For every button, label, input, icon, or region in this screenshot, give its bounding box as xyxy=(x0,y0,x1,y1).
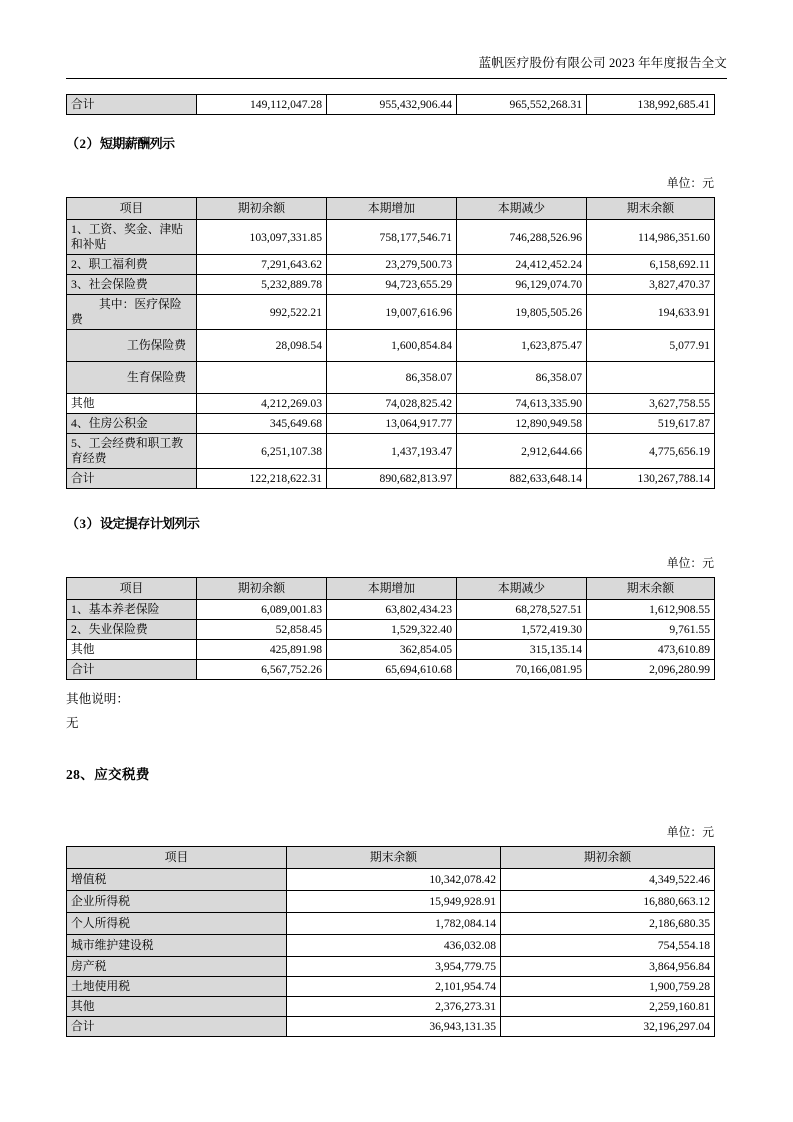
table-row xyxy=(67,95,715,115)
cell-value: 13,064,917.77 xyxy=(327,414,457,434)
cell-value: 955,432,906.44 xyxy=(327,95,457,115)
cell-value: 2,186,680.35 xyxy=(501,913,715,935)
table-row xyxy=(67,977,715,997)
table-row xyxy=(67,414,715,434)
cell-value: 315,135.14 xyxy=(457,640,587,660)
cell-value: 1,612,908.55 xyxy=(587,600,715,620)
cell-value: 103,097,331.85 xyxy=(197,220,327,255)
table-row xyxy=(67,362,715,394)
cell-value: 63,802,434.23 xyxy=(327,600,457,620)
table-header-row xyxy=(67,578,715,600)
cell-value: 114,986,351.60 xyxy=(587,220,715,255)
row-label: 合计 xyxy=(67,660,197,680)
cell-value: 345,649.68 xyxy=(197,414,327,434)
table-row xyxy=(67,957,715,977)
table-row xyxy=(67,295,715,330)
row-label: 土地使用税 xyxy=(67,977,287,997)
cell-value: 3,627,758.55 xyxy=(587,394,715,414)
cell-value: 23,279,500.73 xyxy=(327,255,457,275)
column-header-item: 项目 xyxy=(67,847,287,869)
cell-value: 882,633,648.14 xyxy=(457,469,587,489)
cell-value: 15,949,928.91 xyxy=(287,891,501,913)
row-label: 2、失业保险费 xyxy=(67,620,197,640)
table-row xyxy=(67,469,715,489)
cell-value: 96,129,074.70 xyxy=(457,275,587,295)
table-row xyxy=(67,620,715,640)
column-header-closing: 期末余额 xyxy=(587,198,715,220)
column-header-increase: 本期增加 xyxy=(327,198,457,220)
cell-value: 5,232,889.78 xyxy=(197,275,327,295)
cell-value: 6,251,107.38 xyxy=(197,434,327,469)
cell-value: 2,259,160.81 xyxy=(501,997,715,1017)
row-label: 2、职工福利费 xyxy=(67,255,197,275)
cell-value: 746,288,526.96 xyxy=(457,220,587,255)
cell-value: 436,032.08 xyxy=(287,935,501,957)
cell-value: 130,267,788.14 xyxy=(587,469,715,489)
section-2-heading xyxy=(66,135,714,153)
cell-value: 1,529,322.40 xyxy=(327,620,457,640)
cell-value: 6,158,692.11 xyxy=(587,255,715,275)
cell-value: 7,291,643.62 xyxy=(197,255,327,275)
table-row xyxy=(67,869,715,891)
cell-value: 2,096,280.99 xyxy=(587,660,715,680)
table-row xyxy=(67,660,715,680)
cell-value: 992,522.21 xyxy=(197,295,327,330)
cell-value: 74,028,825.42 xyxy=(327,394,457,414)
row-label: 房产税 xyxy=(67,957,287,977)
section-3-number: （3） xyxy=(66,516,101,531)
table-row xyxy=(67,891,715,913)
column-header-closing: 期末余额 xyxy=(587,578,715,600)
row-label: 其他 xyxy=(67,640,197,660)
cell-value: 68,278,527.51 xyxy=(457,600,587,620)
cell-value: 28,098.54 xyxy=(197,330,327,362)
row-label: 3、社会保险费 xyxy=(67,275,197,295)
cell-value: 19,805,505.26 xyxy=(457,295,587,330)
cell-value: 65,694,610.68 xyxy=(327,660,457,680)
cell-value: 94,723,655.29 xyxy=(327,275,457,295)
cell-value: 9,761.55 xyxy=(587,620,715,640)
continued-table xyxy=(66,94,715,115)
cell-value: 4,349,522.46 xyxy=(501,869,715,891)
table-row xyxy=(67,600,715,620)
row-label: 其中：医疗保险费 xyxy=(67,295,197,330)
cell-value: 6,567,752.26 xyxy=(197,660,327,680)
row-label: 5、工会经费和职工教育经费 xyxy=(67,434,197,469)
row-label: 合计 xyxy=(67,469,197,489)
cell-value: 24,412,452.24 xyxy=(457,255,587,275)
row-label: 1、工资、奖金、津贴和补贴 xyxy=(67,220,197,255)
cell-value: 2,912,644.66 xyxy=(457,434,587,469)
cell-value: 194,633.91 xyxy=(587,295,715,330)
header-divider xyxy=(66,78,727,79)
table-row xyxy=(67,330,715,362)
table-row xyxy=(67,275,715,295)
cell-value: 1,900,759.28 xyxy=(501,977,715,997)
cell-value: 6,089,001.83 xyxy=(197,600,327,620)
cell-value: 754,554.18 xyxy=(501,935,715,957)
document-content xyxy=(66,94,714,1037)
cell-value: 2,101,954.74 xyxy=(287,977,501,997)
row-label: 生育保险费 xyxy=(67,362,197,394)
other-note-label: 其他说明： xyxy=(66,692,129,706)
taxes-payable-table xyxy=(66,846,715,1037)
cell-value: 70,166,081.95 xyxy=(457,660,587,680)
cell-value: 122,218,622.31 xyxy=(197,469,327,489)
section-3-heading xyxy=(66,515,714,533)
cell-value: 473,610.89 xyxy=(587,640,715,660)
cell-value: 890,682,813.97 xyxy=(327,469,457,489)
row-label: 1、基本养老保险 xyxy=(67,600,197,620)
cell-value: 519,617.87 xyxy=(587,414,715,434)
section-3-unit: 单位：元 xyxy=(666,556,714,570)
section-2-unit: 单位：元 xyxy=(666,176,714,190)
column-header-closing: 期末余额 xyxy=(287,847,501,869)
table-row xyxy=(67,997,715,1017)
row-label: 合计 xyxy=(67,95,197,115)
cell-value: 362,854.05 xyxy=(327,640,457,660)
cell-value: 19,007,616.96 xyxy=(327,295,457,330)
table-row xyxy=(67,220,715,255)
row-label: 其他 xyxy=(67,997,287,1017)
cell-value: 86,358.07 xyxy=(327,362,457,394)
cell-value xyxy=(587,362,715,394)
cell-value: 12,890,949.58 xyxy=(457,414,587,434)
row-label: 合计 xyxy=(67,1017,287,1037)
cell-value: 86,358.07 xyxy=(457,362,587,394)
column-header-decrease: 本期减少 xyxy=(457,198,587,220)
cell-value: 3,954,779.75 xyxy=(287,957,501,977)
column-header-opening: 期初余额 xyxy=(197,578,327,600)
row-label: 城市维护建设税 xyxy=(67,935,287,957)
cell-value: 965,552,268.31 xyxy=(457,95,587,115)
cell-value: 1,623,875.47 xyxy=(457,330,587,362)
cell-value: 4,775,656.19 xyxy=(587,434,715,469)
cell-value: 4,212,269.03 xyxy=(197,394,327,414)
table-header-row xyxy=(67,198,715,220)
cell-value: 1,437,193.47 xyxy=(327,434,457,469)
table-header-row xyxy=(67,847,715,869)
cell-value: 3,864,956.84 xyxy=(501,957,715,977)
table-row xyxy=(67,1017,715,1037)
section-28-unit: 单位：元 xyxy=(666,825,714,839)
cell-value: 5,077.91 xyxy=(587,330,715,362)
cell-value: 149,112,047.28 xyxy=(197,95,327,115)
cell-value: 758,177,546.71 xyxy=(327,220,457,255)
column-header-opening: 期初余额 xyxy=(501,847,715,869)
cell-value: 1,600,854.84 xyxy=(327,330,457,362)
cell-value: 74,613,335.90 xyxy=(457,394,587,414)
cell-value: 16,880,663.12 xyxy=(501,891,715,913)
column-header-item: 项目 xyxy=(67,578,197,600)
cell-value xyxy=(197,362,327,394)
table-row xyxy=(67,434,715,469)
cell-value: 32,196,297.04 xyxy=(501,1017,715,1037)
row-label: 增值税 xyxy=(67,869,287,891)
defined-contribution-plan-table xyxy=(66,577,715,680)
column-header-decrease: 本期减少 xyxy=(457,578,587,600)
table-row xyxy=(67,640,715,660)
column-header-opening: 期初余额 xyxy=(197,198,327,220)
short-term-compensation-table xyxy=(66,197,715,489)
column-header-item: 项目 xyxy=(67,198,197,220)
running-header: 蓝帆医疗股份有限公司 2023 年年度报告全文 xyxy=(478,56,727,70)
row-label: 工伤保险费 xyxy=(67,330,197,362)
cell-value: 2,376,273.31 xyxy=(287,997,501,1017)
table-row xyxy=(67,255,715,275)
row-label: 4、住房公积金 xyxy=(67,414,197,434)
cell-value: 138,992,685.41 xyxy=(587,95,715,115)
cell-value: 3,827,470.37 xyxy=(587,275,715,295)
row-label: 其他 xyxy=(67,394,197,414)
table-row xyxy=(67,935,715,957)
cell-value: 36,943,131.35 xyxy=(287,1017,501,1037)
cell-value: 425,891.98 xyxy=(197,640,327,660)
section-3-title: 设定提存计划列示 xyxy=(100,516,200,531)
row-label: 个人所得税 xyxy=(67,913,287,935)
table-row xyxy=(67,913,715,935)
column-header-increase: 本期增加 xyxy=(327,578,457,600)
row-label: 企业所得税 xyxy=(67,891,287,913)
cell-value: 10,342,078.42 xyxy=(287,869,501,891)
other-note-value: 无 xyxy=(66,716,79,730)
cell-value: 1,572,419.30 xyxy=(457,620,587,640)
section-28-heading: 28、应交税费 xyxy=(66,767,150,782)
cell-value: 1,782,084.14 xyxy=(287,913,501,935)
section-2-title: 短期薪酬列示 xyxy=(100,136,175,151)
table-row xyxy=(67,394,715,414)
cell-value: 52,858.45 xyxy=(197,620,327,640)
section-2-number: （2） xyxy=(66,136,101,151)
